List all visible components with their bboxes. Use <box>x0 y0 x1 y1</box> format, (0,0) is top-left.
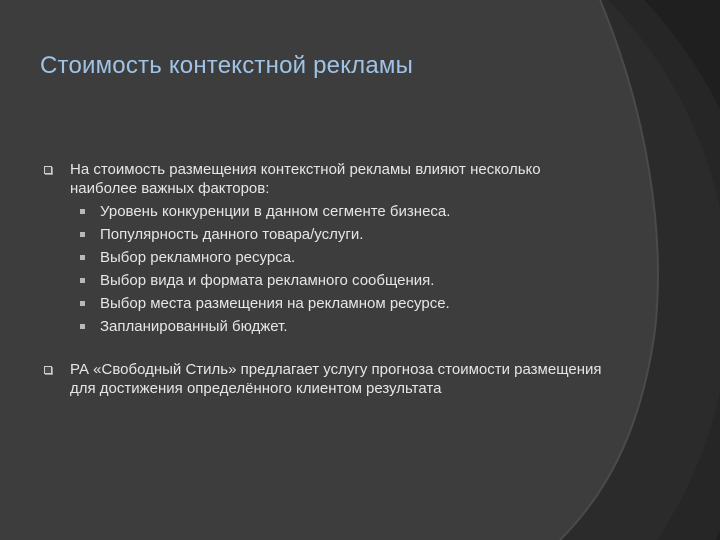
square-bullet-icon <box>80 278 85 283</box>
list-item: Запланированный бюджет. <box>70 315 604 338</box>
bullet-point-2 <box>44 360 604 398</box>
square-bullet-icon <box>80 209 85 214</box>
square-bullet-icon <box>80 324 85 329</box>
list-item: Выбор рекламного ресурса. <box>70 246 604 269</box>
slide-content <box>44 160 604 398</box>
square-bullet-icon <box>80 255 85 260</box>
list-item: Выбор вида и формата рекламного сообщения. <box>70 269 604 292</box>
square-bullet-icon <box>80 232 85 237</box>
box-bullet-icon <box>44 166 52 174</box>
list-item: Популярность данного товара/услуги. <box>70 223 604 246</box>
box-bullet-icon <box>44 366 52 374</box>
square-bullet-icon <box>80 301 85 306</box>
list-item: Выбор места размещения на рекламном ресурсе. <box>70 292 604 315</box>
bullet-point-1-text: На стоимость размещения контекстной рекламы влияют несколько наиболее важных факторов: <box>70 161 541 197</box>
list-item: Уровень конкуренции в данном сегменте бизнеса. <box>70 200 604 223</box>
bullet-point-2-text: РА «Свободный Стиль» предлагает услугу прогноза стоимости размещения для достижения определённого клиентом результата <box>70 361 602 397</box>
slide-title: Стоимость контекстной рекламы <box>40 52 414 79</box>
factor-list <box>70 200 604 338</box>
bullet-point-1 <box>44 160 604 338</box>
